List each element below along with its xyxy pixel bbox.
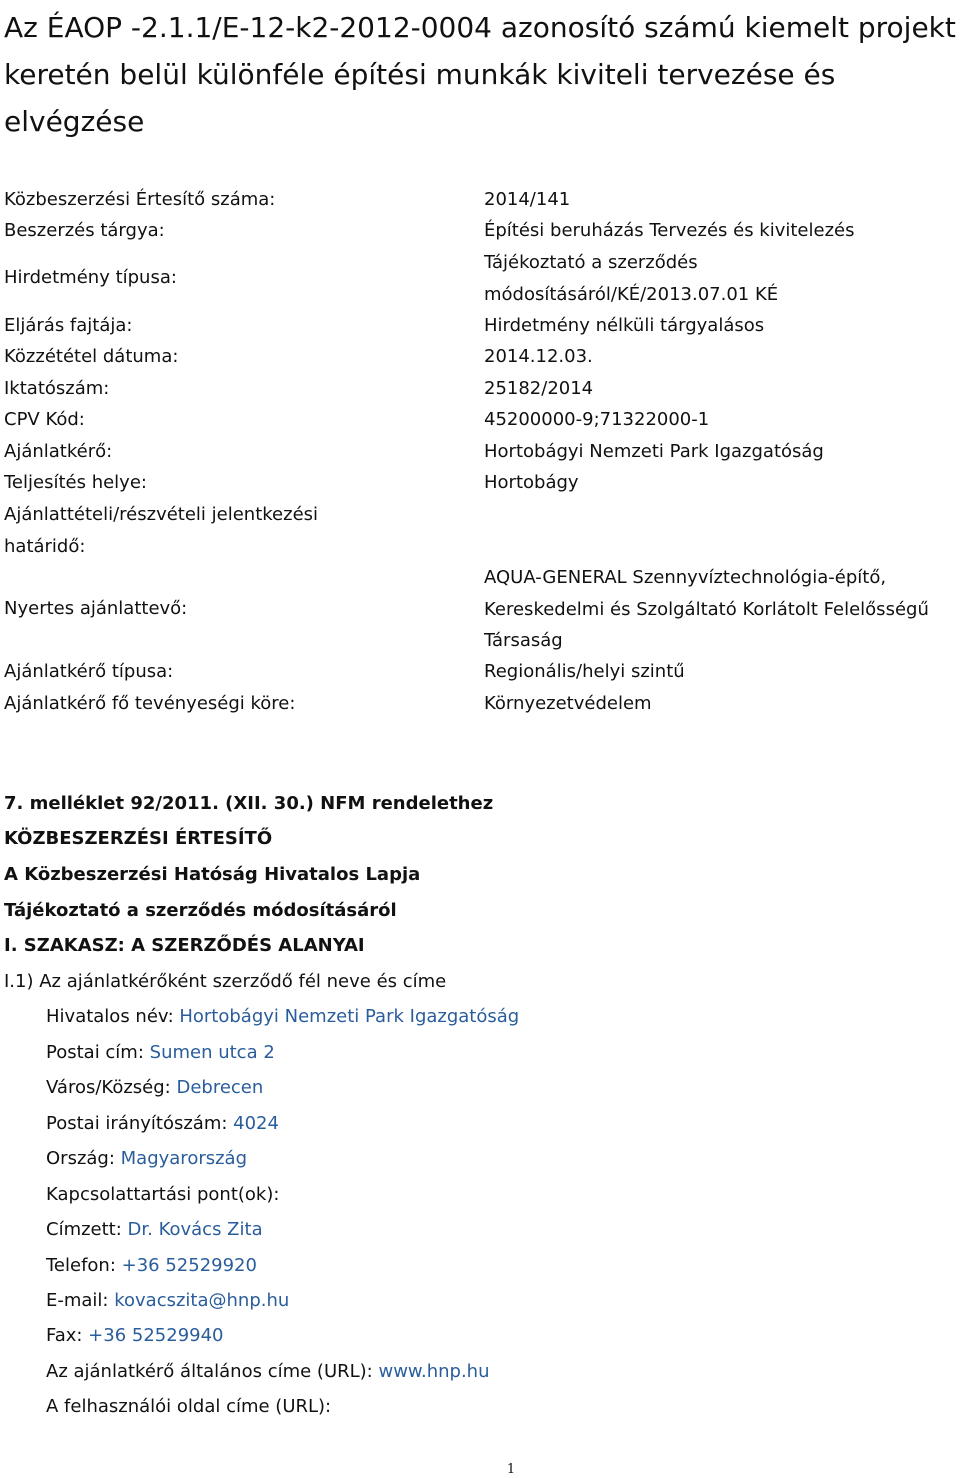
value-teljesites-helye: Hortobágy [484, 472, 579, 493]
contact-postal-address-label: Postai cím: [46, 1042, 150, 1063]
annex-reference: 7. melléklet 92/2011. (XII. 30.) NFM rendelethez [4, 793, 494, 814]
value-hirdetmeny-tipusa-line1: Tájékoztató a szerződés [484, 252, 698, 273]
document-title: Az ÉAOP -2.1.1/E-12-k2-2012-0004 azonosító számú kiemelt projekt keretén belül különféle építési munkák kiviteli tervezése és elvégzése [4, 11, 956, 138]
label-ajanlatkero: Ajánlatkérő: [4, 441, 113, 462]
label-nyertes-ajanlattevo: Nyertes ajánlattevő: [4, 598, 188, 619]
contact-postal-code-label: Postai irányítószám: [46, 1113, 234, 1134]
value-nyertes-ajanlattevo [484, 562, 960, 657]
value-nyertes-line2: Kereskedelmi és Szolgáltató Korlátolt Felelősségű [484, 598, 929, 620]
contact-email [46, 1288, 289, 1314]
contact-buyer-profile-url-label: A felhasználói oldal címe (URL): [46, 1396, 332, 1417]
contact-points [46, 1182, 279, 1208]
contact-official-name-value: Hortobágyi Nemzeti Park Igazgatóság [179, 1006, 520, 1027]
value-hirdetmeny-tipusa-line2: módosításáról/KÉ/2013.07.01 KÉ [484, 283, 779, 305]
value-tevekenysegi-kor: Környezetvédelem [484, 693, 652, 714]
value-hirdetmeny-tipusa [484, 247, 960, 310]
contact-postal-address [46, 1040, 275, 1066]
label-cpv-kod: CPV Kód: [4, 409, 85, 430]
label-iktatoszam: Iktatószám: [4, 378, 110, 399]
contact-addressee [46, 1217, 263, 1243]
value-nyertes-line3: Társaság [484, 630, 563, 651]
contact-official-name-label: Hivatalos név: [46, 1006, 180, 1027]
label-ertesito-szama: Közbeszerzési Értesítő száma: [4, 189, 276, 210]
contact-phone-value[interactable]: +36 52529920 [121, 1255, 257, 1276]
contact-fax-value: +36 52529940 [88, 1325, 224, 1346]
contact-city-value: Debrecen [176, 1077, 264, 1098]
contact-postal-code [46, 1111, 279, 1137]
gazette-subtitle: A Közbeszerzési Hatóság Hivatalos Lapja [4, 864, 421, 885]
label-beszerzes-targya: Beszerzés tárgya: [4, 220, 165, 241]
contact-country-label: Ország: [46, 1148, 121, 1169]
label-hatarido-line1: Ajánlattételi/részvételi jelentkezési [4, 504, 319, 525]
contact-phone-label: Telefon: [46, 1255, 122, 1276]
contact-addressee-value: Dr. Kovács Zita [127, 1219, 263, 1240]
value-cpv-kod: 45200000-9;71322000-1 [484, 409, 710, 430]
contact-official-name [46, 1004, 519, 1030]
label-tevekenysegi-kor: Ajánlatkérő fő tevényeségi köre: [4, 693, 296, 714]
label-hirdetmeny-tipusa: Hirdetmény típusa: [4, 267, 177, 288]
label-hatarido [4, 499, 474, 562]
value-ajanlatkero: Hortobágyi Nemzeti Park Igazgatóság [484, 441, 824, 462]
contact-postal-address-value: Sumen utca 2 [149, 1042, 275, 1063]
contact-general-url-link[interactable]: www.hnp.hu [378, 1361, 490, 1382]
value-ertesito-szama: 2014/141 [484, 189, 571, 210]
contact-addressee-label: Címzett: [46, 1219, 128, 1240]
contact-city-label: Város/Község: [46, 1077, 177, 1098]
contact-phone [46, 1253, 257, 1279]
contact-points-label: Kapcsolattartási pont(ok): [46, 1184, 280, 1205]
contact-postal-code-value: 4024 [233, 1113, 279, 1134]
summary-row-hatarido [4, 499, 956, 562]
value-ajanlatkero-tipusa: Regionális/helyi szintű [484, 661, 685, 682]
label-teljesites-helye: Teljesítés helye: [4, 472, 147, 493]
notice-title: Tájékoztató a szerződés módosításáról [4, 900, 397, 921]
contact-country [46, 1146, 247, 1172]
contact-general-url-label: Az ajánlatkérő általános címe (URL): [46, 1361, 379, 1382]
value-kozzetetel-datuma: 2014.12.03. [484, 346, 593, 367]
contact-general-url [46, 1359, 490, 1385]
contact-fax [46, 1323, 224, 1349]
page-number: 1 [506, 1462, 516, 1477]
contact-email-link[interactable]: kovacszita@hnp.hu [114, 1290, 290, 1311]
value-beszerzes-targya: Építési beruházás Tervezés és kivitelezés [484, 220, 855, 241]
contact-fax-label: Fax: [46, 1325, 89, 1346]
value-eljaras-fajtaja: Hirdetmény nélküli tárgyalásos [484, 315, 765, 336]
label-kozzetetel-datuma: Közzététel dátuma: [4, 346, 179, 367]
contact-email-label: E-mail: [46, 1290, 115, 1311]
label-ajanlatkero-tipusa: Ajánlatkérő típusa: [4, 661, 174, 682]
section-title: I. SZAKASZ: A SZERZŐDÉS ALANYAI [4, 935, 365, 956]
subsection-title: I.1) Az ajánlatkérőként szerződő fél neve és címe [4, 971, 447, 992]
gazette-name: KÖZBESZERZÉSI ÉRTESÍTŐ [4, 828, 273, 849]
contact-country-value: Magyarország [120, 1148, 248, 1169]
value-iktatoszam: 25182/2014 [484, 378, 594, 399]
summary-row-nyertes [4, 562, 956, 657]
contact-city [46, 1075, 263, 1101]
value-nyertes-line1: AQUA-GENERAL Szennyvíztechnológia-építő, [484, 567, 887, 588]
contact-buyer-profile-url [46, 1394, 331, 1420]
summary-row-hirdetmeny-tipusa [4, 247, 956, 310]
label-hatarido-line2: határidő: [4, 535, 86, 557]
label-eljaras-fajtaja: Eljárás fajtája: [4, 315, 133, 336]
